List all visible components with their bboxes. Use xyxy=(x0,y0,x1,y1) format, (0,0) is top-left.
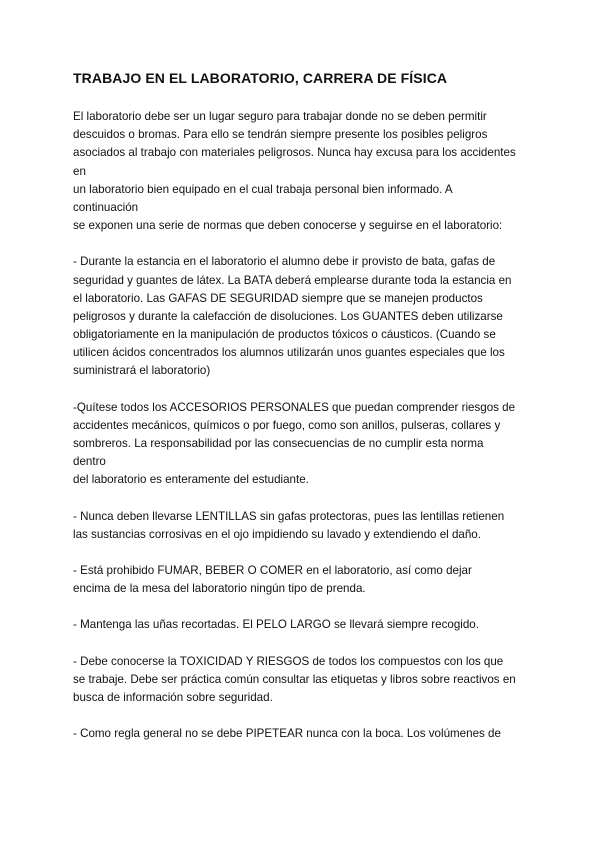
text-line: utilicen ácidos concentrados los alumnos utilizarán unos guantes especiales que los xyxy=(73,346,505,360)
text-line: peligrosos y durante la calefacción de disoluciones. Los GUANTES deben utilizarse xyxy=(73,309,503,323)
text-line: - Mantenga las uñas recortadas. El PELO LARGO se llevará siempre recogido. xyxy=(73,618,479,632)
document-body xyxy=(73,108,543,761)
text-line: - Nunca deben llevarse LENTILLAS sin gafas protectoras, pues las lentillas retienen xyxy=(73,509,505,523)
text-line: del laboratorio es enteramente del estudiante. xyxy=(73,473,309,487)
paragraph-intro xyxy=(73,108,543,235)
text-line: se exponen una serie de normas que deben conocerse y seguirse en el laboratorio: xyxy=(73,219,503,233)
text-line: un laboratorio bien equipado en el cual trabaja personal bien informado. A xyxy=(73,182,453,196)
text-line: - Como regla general no se debe PIPETEAR nunca con la boca. Los volúmenes de xyxy=(73,727,501,741)
text-line: busca de información sobre seguridad. xyxy=(73,690,273,704)
text-line: encima de la mesa del laboratorio ningún tipo de prenda. xyxy=(73,582,366,596)
text-line: seguridad y guantes de látex. La BATA deberá emplearse durante toda la estancia en xyxy=(73,273,512,287)
paragraph-unas-pelo xyxy=(73,616,543,634)
text-line: dentro xyxy=(73,455,106,469)
paragraph-bata-gafas-guantes xyxy=(73,253,543,380)
text-line: se trabaje. Debe ser práctica común consultar las etiquetas y libros sobre reactivos en xyxy=(73,672,516,686)
text-line: -Quítese todos los ACCESORIOS PERSONALES que puedan comprender riesgos de xyxy=(73,400,516,414)
text-line: El laboratorio debe ser un lugar seguro para trabajar donde no se deben permitir xyxy=(73,110,487,123)
paragraph-lentillas xyxy=(73,508,543,544)
text-line: asociados al trabajo con materiales peligrosos. Nunca hay excusa para los accidentes xyxy=(73,146,516,160)
text-line: descuidos o bromas. Para ello se tendrán siempre presente los posibles peligros xyxy=(73,128,488,142)
paragraph-fumar-beber-comer xyxy=(73,562,543,598)
text-line: - Está prohibido FUMAR, BEBER O COMER en el laboratorio, así como dejar xyxy=(73,563,472,577)
text-line: - Debe conocerse la TOXICIDAD Y RIESGOS de todos los compuestos con los que xyxy=(73,654,504,668)
text-line: suministrará el laboratorio) xyxy=(73,364,211,378)
text-line: las sustancias corrosivas en el ojo impidiendo su lavado y extendiendo el daño. xyxy=(73,527,481,541)
document-title: TRABAJO EN EL LABORATORIO, CARRERA DE FÍSICA xyxy=(73,70,448,86)
text-line: accidentes mecánicos, químicos o por fuego, como son anillos, pulseras, collares y xyxy=(73,418,501,432)
text-line: obligatoriamente en la manipulación de productos tóxicos o cáusticos. (Cuando se xyxy=(73,328,496,342)
text-line: sombreros. La responsabilidad por las consecuencias de no cumplir esta norma xyxy=(73,437,484,450)
paragraph-toxicidad xyxy=(73,653,543,708)
text-line: - Durante la estancia en el laboratorio el alumno debe ir provisto de bata, gafas de xyxy=(73,255,496,269)
text-line: continuación xyxy=(73,200,139,214)
paragraph-pipetear xyxy=(73,725,543,743)
paragraph-accesorios xyxy=(73,399,543,490)
text-line: el laboratorio. Las GAFAS DE SEGURIDAD siempre que se manejen productos xyxy=(73,291,483,305)
text-line: en xyxy=(73,164,86,178)
